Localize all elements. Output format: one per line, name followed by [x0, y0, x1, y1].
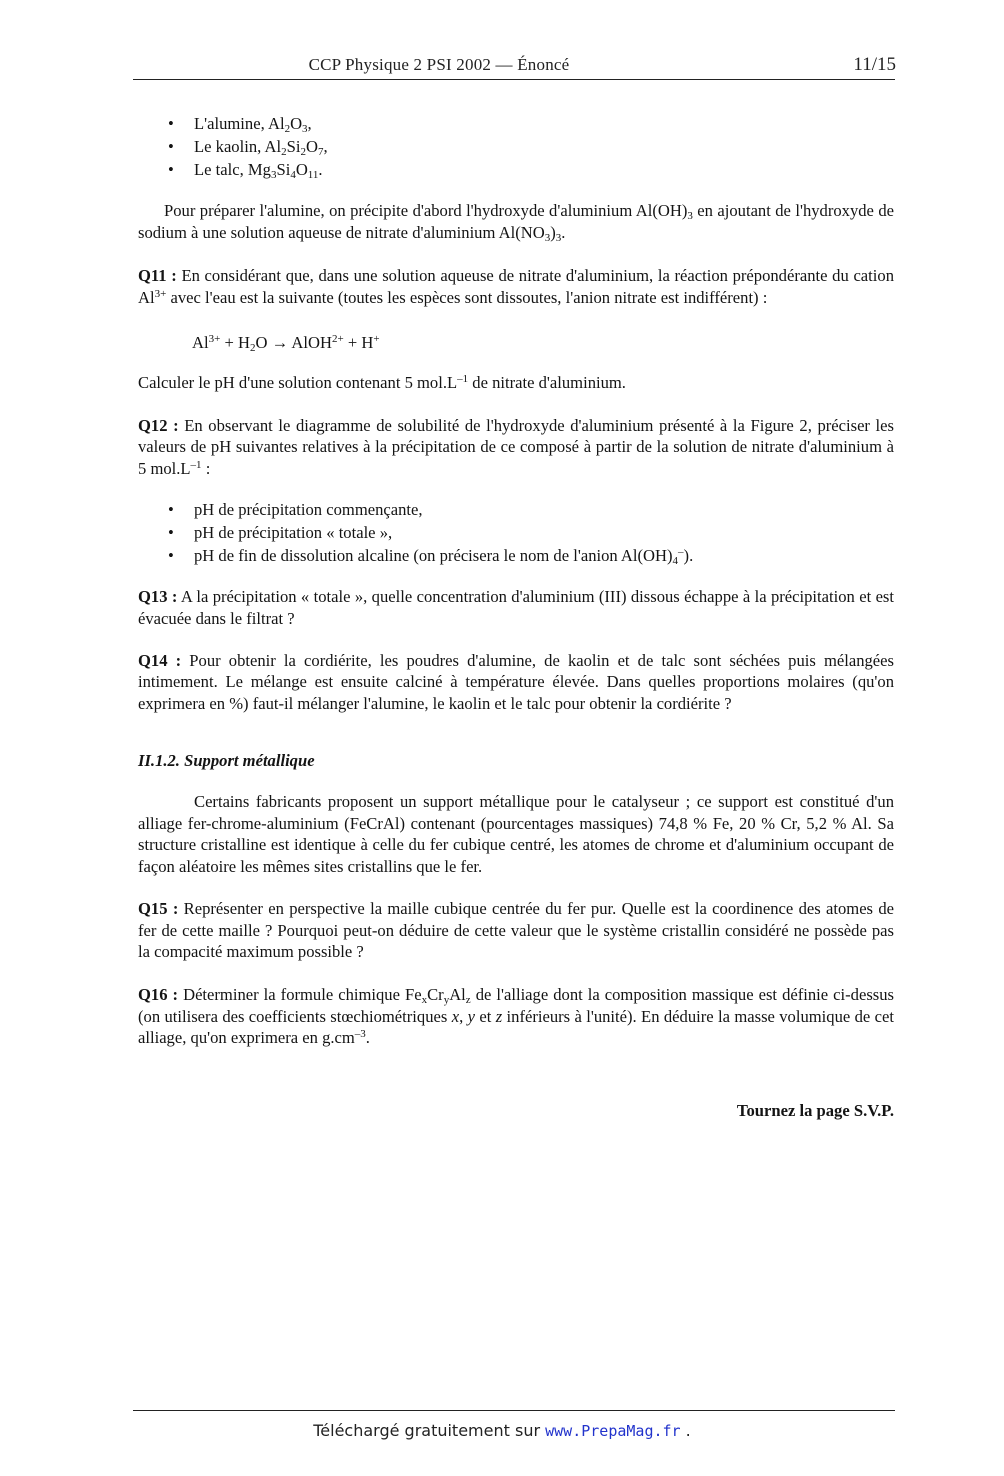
q15-text: Représenter en perspective la maille cubique centrée du fer pur. Quelle est la coordinence des atomes de fer de cette maille ? Pourquoi peut-on déduire de cette valeur que le système cristallin considéré ne possède pas la compacité maximum possible ?: [138, 899, 894, 962]
bullet-icon: •: [168, 160, 174, 179]
page-number: 11/15: [853, 54, 896, 75]
footer-suffix: .: [680, 1421, 691, 1440]
q12-label: Q12 :: [138, 415, 179, 435]
q14-label: Q14 :: [138, 650, 182, 670]
list-item: [138, 544, 894, 567]
q16-label: Q16 :: [138, 985, 179, 1005]
q16-paragraph: [138, 984, 894, 1049]
header-title: CCP Physique 2 PSI 2002 — Énoncé: [308, 55, 570, 74]
q15-paragraph: [138, 898, 894, 963]
q11-follow: Calculer le pH d'une solution contenant 5 $mol.L^{-1}$ de nitrate d'aluminium.: [138, 372, 626, 392]
prep-paragraph: Pour préparer l'alumine, on précipite d'abord l'hydroxyde d'aluminium $Al(OH)_3$ en ajoutant de l'hydroxyde de sodium à une solution aqueuse de nitrate d'aluminium $Al(NO_3)_3$.: [138, 201, 895, 244]
material-formula: $Al_2O_3$,: [267, 114, 312, 135]
q14-paragraph: [138, 650, 894, 715]
bullet-icon: •: [168, 114, 174, 133]
list-item: [138, 158, 894, 181]
list-item: [138, 135, 894, 158]
q14-text: Pour obtenir la cordiérite, les poudres d'alumine, de kaolin et de talc sont séchées puis mélangées intimement. Le mélange est ensuite calciné à température élevée. Dans quelles proportions molaires (qu'on exprimera en %) faut-il mélanger l'alumine, le kaolin et le talc pour obtenir la cordiérite ?: [138, 650, 894, 713]
list-item: [138, 498, 894, 521]
turn-page-note: Tournez la page S.V.P.: [736, 1100, 894, 1120]
q13-text: A la précipitation « totale », quelle concentration d'aluminium (III) dissous échappe à la précipitation et est évacuée dans le filtrat ?: [138, 587, 894, 628]
bullet-icon: •: [168, 546, 174, 566]
material-name: Le kaolin,: [194, 137, 265, 156]
section-heading: II.1.2. Support métallique: [138, 751, 315, 771]
footer-prefix: Téléchargé gratuitement sur: [313, 1421, 546, 1440]
bullet-icon: •: [168, 137, 174, 156]
material-formula: $Al_2Si_2O_7$,: [264, 137, 328, 158]
q12-bullet-text: pH de fin de dissolution alcaline (on précisera le nom de l'anion $Al(OH)_4^-$).: [194, 546, 694, 568]
support-paragraph: Certains fabricants proposent un support métallique pour le catalyseur ; ce support est constitué d'un alliage fer-chrome-aluminium (FeCrAl) contenant (pourcentages massiques) 74,8 % Fe, 20 % Cr, 5,2 % Al. Sa structure cristalline est identique à celle du fer cubique centré, les atomes de chrome et d'aluminium occupant de façon aléatoire les mêmes sites cristallins que le fer.: [138, 791, 894, 876]
materials-list: [138, 112, 894, 181]
q12-text: En observant le diagramme de solubilité de l'hydroxyde d'aluminium présenté à la Figure 2, préciser les valeurs de pH suivantes relatives à la précipitation de ce composé à partir de la solution de nitrate d'aluminium à 5 $mol.L^{-1}$ :: [138, 415, 894, 478]
list-item: [138, 521, 894, 544]
document-body: [138, 112, 894, 1121]
q11-equation: $Al^{3+} + H_2O$ → AlOH$^{2+}$ + H+: [192, 333, 380, 355]
q13-paragraph: [138, 586, 894, 629]
q11-paragraph: [138, 265, 894, 308]
q11-label: Q11 :: [138, 266, 177, 286]
material-formula: $Mg_3Si_4O_{11}$.: [247, 160, 323, 181]
q12-bullet-text: pH de précipitation « totale »,: [194, 523, 393, 543]
bullet-icon: •: [168, 500, 174, 520]
footer-rule: [133, 1410, 895, 1411]
q12-bullet-text: pH de précipitation commençante,: [194, 500, 423, 520]
bullet-icon: •: [168, 523, 174, 543]
q13-label: Q13 :: [138, 587, 178, 607]
list-item: [138, 112, 894, 135]
q12-paragraph: [138, 415, 894, 480]
material-name: Le talc,: [194, 160, 248, 179]
q12-list: [138, 498, 894, 567]
q11-text: En considérant que, dans une solution aqueuse de nitrate d'aluminium, la réaction prépondérante du cation $Al^{3+}$ avec l'eau est la suivante (toutes les espèces sont dissoutes, l'anion nitrate est indifférent) :: [138, 266, 894, 307]
footer: [0, 1421, 1004, 1440]
material-name: L'alumine,: [194, 114, 268, 133]
footer-link[interactable]: www.PrepaMag.fr: [545, 1422, 681, 1440]
q16-text: Déterminer la formule chimique $Fe_xCr_yAl_z$ de l'alliage dont la composition massique est définie ci-dessus (on utilisera des coefficients stœchiométriques x, y et z inférieurs à l'unité). En déduire la masse volumique de cet alliage, qu'on exprimera en $g.cm^{-3}$.: [138, 985, 894, 1048]
q15-label: Q15 :: [138, 899, 179, 919]
header-rule: [133, 79, 895, 80]
